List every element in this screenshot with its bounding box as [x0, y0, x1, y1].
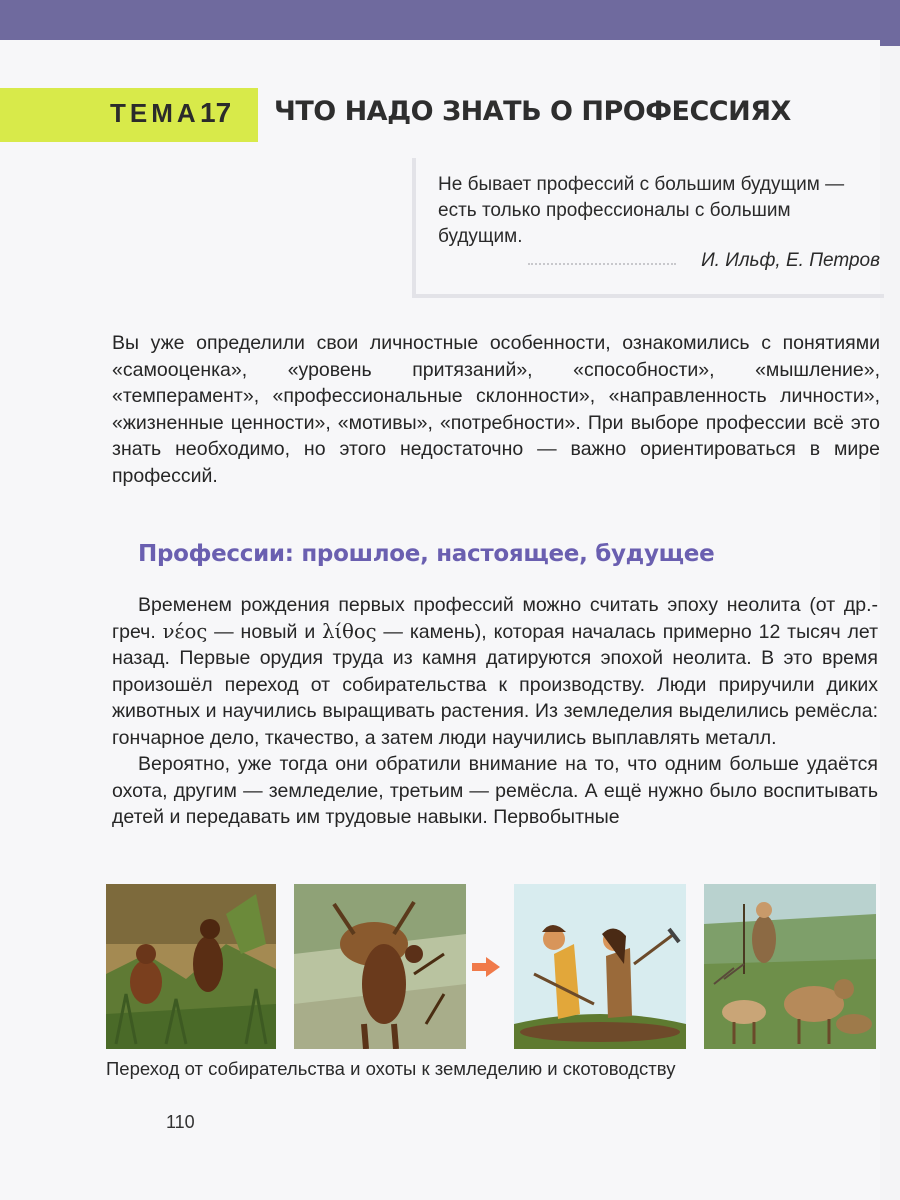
- topic-title: ЧТО НАДО ЗНАТЬ О ПРОФЕССИЯХ: [274, 96, 791, 127]
- topic-label: ТЕМА: [110, 98, 200, 128]
- page-number: 110: [166, 1112, 195, 1132]
- gathering-illustration: [106, 884, 276, 1049]
- arrow-right-icon: [472, 955, 500, 984]
- figure-caption: Переход от собирательства и охоты к земледелию и скотоводству: [106, 1058, 676, 1079]
- section-body: [112, 592, 878, 831]
- epigraph-separator: [528, 263, 676, 265]
- epigraph-author: И. Ильф, Е. Петров: [701, 250, 880, 271]
- herding-illustration: [704, 884, 876, 1049]
- intro-paragraph: Вы уже определили свои личностные особенности, ознакомились с понятиями «самооценка», «уровень притязаний», «способности», «мышление», «темперамент», «профессиональные склонности», «направленность личности», «жизненные ценности», «мотивы», «потребности». При выборе профессии всё это знать необходимо, но этого недостаточно — важно ориентироваться в мире профессий.: [112, 332, 880, 487]
- paragraph-1-part-c: — камень), которая началась примерно 12 тысяч лет назад. Первые орудия труда из камня датируются эпохой неолита. В это время произошёл переход от собирательства к производству. Люди приручили диких животных и научились выращивать растения. Из земледелия выделились ремёсла: гончарное дело, ткачество, а затем люди научились выплавлять металл.: [112, 620, 879, 749]
- greek-word-neos: νέος: [162, 619, 208, 643]
- farming-illustration: [514, 884, 686, 1049]
- body-paragraph-2: Вероятно, уже тогда они обратили внимание на то, что одним больше удаётся охота, другим — земледелие, третьим — ремёсла. А ещё нужно было воспитывать детей и передавать им трудовые навыки. Первобытные: [112, 753, 878, 828]
- section-heading: Профессии: прошлое, настоящее, будущее: [138, 541, 715, 567]
- topic-number: 17: [200, 97, 232, 128]
- paragraph-1-part-b: — новый и: [207, 620, 323, 643]
- paragraph-1-part-a: Временем рождения первых профессий можно считать эпоху неолита (от др.-греч.: [112, 594, 878, 643]
- greek-word-lithos: λίθος: [322, 619, 377, 643]
- body-paragraph-1: [112, 592, 878, 751]
- hunting-illustration: [294, 884, 466, 1049]
- epigraph-text: Не бывает профессий с большим будущим — есть только профессионалы с большим будущим.: [438, 174, 845, 247]
